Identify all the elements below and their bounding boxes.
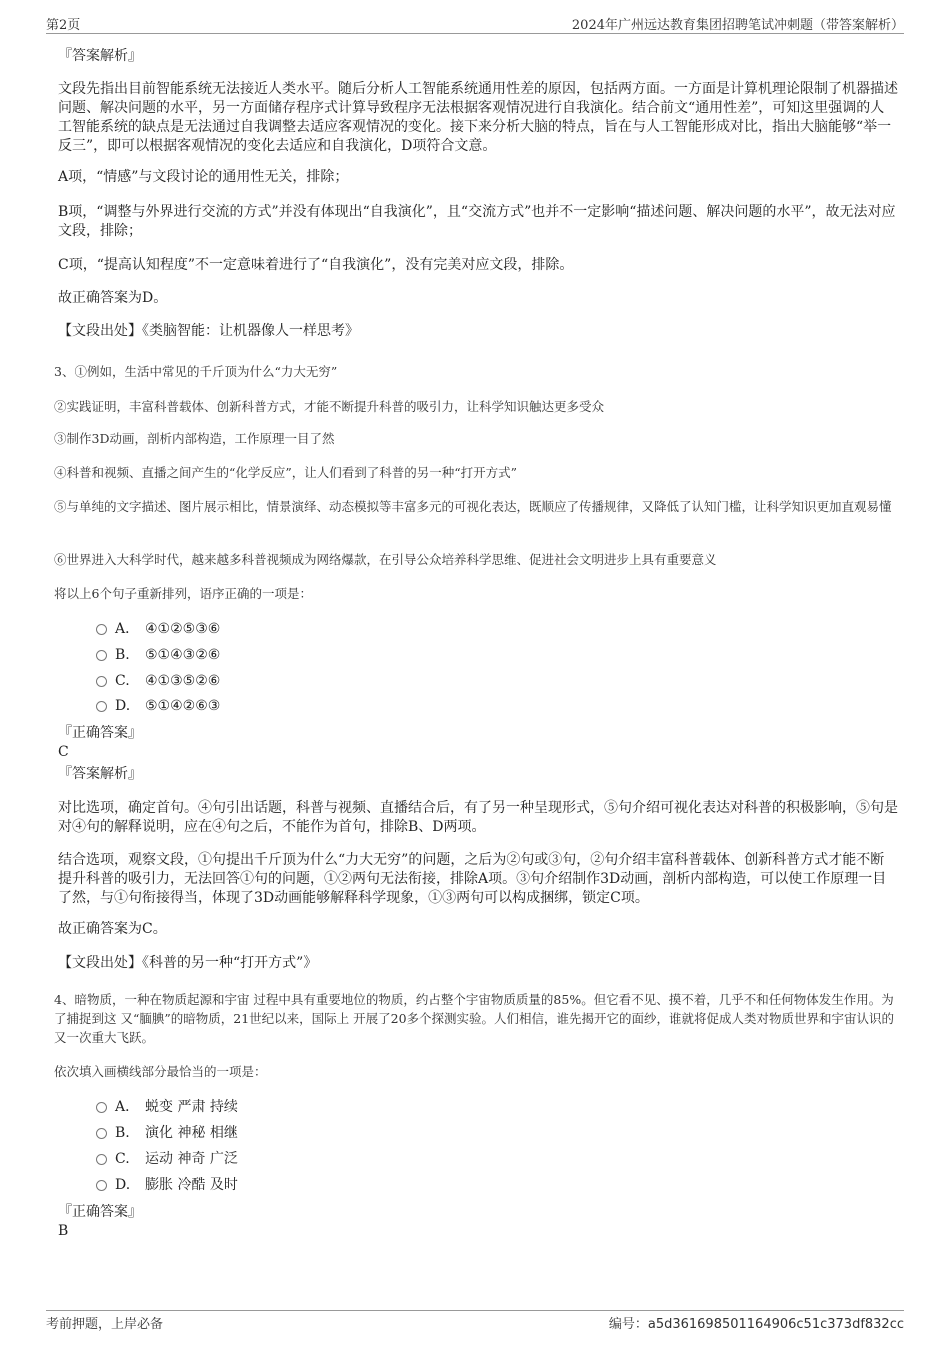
q4-answer: B xyxy=(58,1223,69,1239)
q3-sentence-5: ⑤与单纯的文字描述、图片展示相比，情景演绎、动态模拟等丰富多元的可视化表达，既顺应了传播规律，又降低了认知门槛，让科学知识更加直观易懂 xyxy=(54,499,892,514)
radio-icon[interactable] xyxy=(96,1128,107,1139)
q3-sentence-2: ②实践证明，丰富科普载体、创新科普方式，才能不断提升科普的吸引力，让科学知识触达更多受众 xyxy=(54,399,605,414)
q4-option-d[interactable]: D. 膨胀 冷酷 及时 xyxy=(96,1175,238,1195)
q3-sentence-3: ③制作3D动画，剖析内部构造，工作原理一目了然 xyxy=(54,431,335,446)
q2-analysis-para4: C项，“提高认知程度”不一定意味着进行了“自我演化”，没有完美对应文段，排除。 xyxy=(58,257,574,273)
q3-answer: C xyxy=(58,744,69,760)
q3-prompt: 将以上6个句子重新排列，语序正确的一项是： xyxy=(54,586,312,601)
q3-sentence-6: ⑥世界进入大科学时代，越来越多科普视频成为网络爆款，在引导公众培养科学思维、促进社会文明进步上具有重要意义 xyxy=(54,552,717,567)
footer-divider xyxy=(46,1310,904,1311)
radio-icon[interactable] xyxy=(96,701,107,712)
radio-icon[interactable] xyxy=(96,676,107,687)
radio-icon[interactable] xyxy=(96,1154,107,1165)
q4-correct-label: 『正确答案』 xyxy=(58,1204,142,1220)
q3-analysis-para2: 结合选项，观察文段，①句提出千斤顶为什么“力大无穷”的问题，之后为②句或③句，②句介绍丰富科普载体、创新科普方式才能不断提升科普的吸引力，无法回答①句的问题，①②两句无法衔接，排除A项。③句介绍制作3D动画，剖析内部构造，可以使工作原理一目了然，与①句衔接得当，体现了3D动画能够解释科学现象，①③两句可以构成捆绑，锁定C项。 xyxy=(58,852,887,906)
q2-analysis-para2: A项，“情感”与文段讨论的通用性无关，排除； xyxy=(58,169,349,185)
q3-option-c[interactable]: C. ④①③⑤②⑥ xyxy=(96,671,220,691)
q4-option-c[interactable]: C. 运动 神奇 广泛 xyxy=(96,1149,238,1169)
q4-prompt: 依次填入画横线部分最恰当的一项是： xyxy=(54,1064,267,1079)
header-divider xyxy=(46,33,904,34)
page-number: 第2页 xyxy=(46,18,81,33)
q4-stem: 4、暗物质，一种在物质起源和宇宙 过程中具有重要地位的物质，约占整个宇宙物质质量的85%。但它看不见、摸不着，几乎不和任何物体发生作用。为了捕捉到这 又“腼腆”的暗物质，21世纪以来，国际上 开展了20多个探测实验。人们相信，谁先揭开它的面纱，谁就将促成人类对物质世界和宇宙认识的又一次重大飞跃。 xyxy=(54,992,895,1045)
q4-option-a[interactable]: A． 蜕变 严肃 持续 xyxy=(96,1097,238,1117)
q3-sentence-1: 3、①例如，生活中常见的千斤顶为什么“力大无穷” xyxy=(54,364,338,379)
document-code: 编号：a5d361698501164906c51c373df832cc xyxy=(608,1317,904,1332)
radio-icon[interactable] xyxy=(96,650,107,661)
q3-option-b[interactable]: B. ⑤①④③②⑥ xyxy=(96,645,220,665)
q3-option-d[interactable]: D. ⑤①④②⑥③ xyxy=(96,696,220,716)
page-header xyxy=(46,14,904,34)
q2-analysis-para1: 文段先指出目前智能系统无法接近人类水平。随后分析人工智能系统通用性差的原因，包括两方面。一方面是计算机理论限制了机器描述问题、解决问题的水平，另一方面储存程序式计算导致程序无法根据客观情况进行自我演化。结合前文“通用性差”，可知这里强调的人工智能系统的缺点是无法通过自我调整去适应客观情况的变化。接下来分析大脑的特点，旨在与人工智能形成对比，指出大脑能够“举一反三”，即可以根据客观情况的变化去适应和自我演化，D项符合文意。 xyxy=(58,81,898,154)
q3-correct-statement: 故正确答案为C。 xyxy=(58,921,167,937)
radio-icon[interactable] xyxy=(96,1180,107,1191)
q3-analysis-label: 『答案解析』 xyxy=(58,766,142,782)
q3-analysis-para1: 对比选项，确定首句。④句引出话题，科普与视频、直播结合后，有了另一种呈现形式，⑤句介绍可视化表达对科普的积极影响，⑤句是对④句的解释说明，应在④句之后，不能作为首句，排除B、D两项。 xyxy=(58,800,898,835)
q2-analysis-label: 『答案解析』 xyxy=(58,48,142,64)
q2-source: 【文段出处】《类脑智能：让机器像人一样思考》 xyxy=(58,323,359,339)
q3-source: 【文段出处】《科普的另一种“打开方式”》 xyxy=(58,955,318,971)
radio-icon[interactable] xyxy=(96,1102,107,1113)
q4-option-b[interactable]: B. 演化 神秘 相继 xyxy=(96,1123,238,1143)
q2-analysis-para3: B项，“调整与外界进行交流的方式”并没有体现出“自我演化”，且“交流方式”也并不一定影响“描述问题、解决问题的水平”，故无法对应文段，排除； xyxy=(58,204,896,239)
footer-slogan: 考前押题，上岸必备 xyxy=(46,1317,164,1332)
q3-option-a[interactable]: A． ④①②⑤③⑥ xyxy=(96,619,220,639)
q2-correct-statement: 故正确答案为D。 xyxy=(58,290,168,306)
document-title: 2024年广州远达教育集团招聘笔试冲刺题（带答案解析） xyxy=(571,18,904,33)
q3-sentence-4: ④科普和视频、直播之间产生的“化学反应”，让人们看到了科普的另一种“打开方式” xyxy=(54,465,518,480)
radio-icon[interactable] xyxy=(96,624,107,635)
q3-correct-label: 『正确答案』 xyxy=(58,725,142,741)
